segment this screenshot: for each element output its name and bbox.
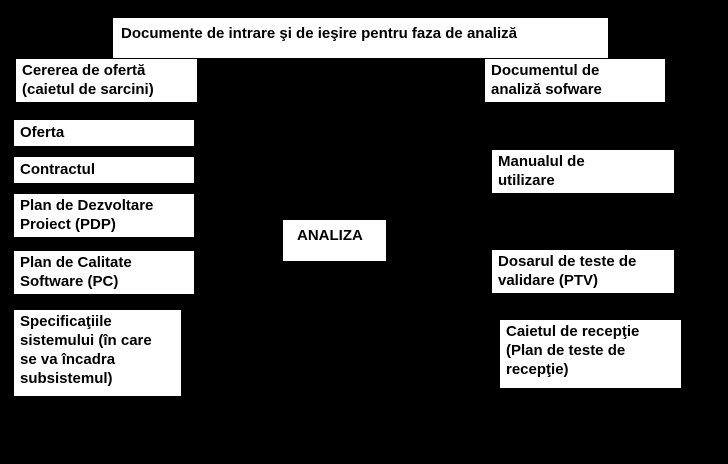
input-doc-oferta: Oferta [14, 120, 194, 146]
input-doc-pc: Plan de Calitate Software (PC) [14, 251, 194, 294]
input-doc-pdp: Plan de Dezvoltare Proiect (PDP) [14, 194, 194, 237]
input-doc-specificatii: Specificaţiile sistemului (în care se va încadra subsistemul) [14, 310, 181, 396]
diagram-title: Documente de intrare şi de ieşire pentru faza de analiză [113, 18, 608, 58]
output-doc-ptv: Dosarul de teste de validare (PTV) [492, 250, 674, 293]
input-doc-contract: Contractul [14, 157, 194, 183]
input-doc-cerere-oferta: Cererea de ofertă (caietul de sarcini) [16, 59, 197, 102]
output-doc-manual: Manualul de utilizare [492, 150, 674, 193]
output-doc-receptie: Caietul de recepţie (Plan de teste de recepţie) [500, 320, 681, 388]
output-doc-analiza: Documentul de analiză sofware [485, 59, 665, 102]
center-node-analiza: ANALIZA [283, 220, 386, 261]
